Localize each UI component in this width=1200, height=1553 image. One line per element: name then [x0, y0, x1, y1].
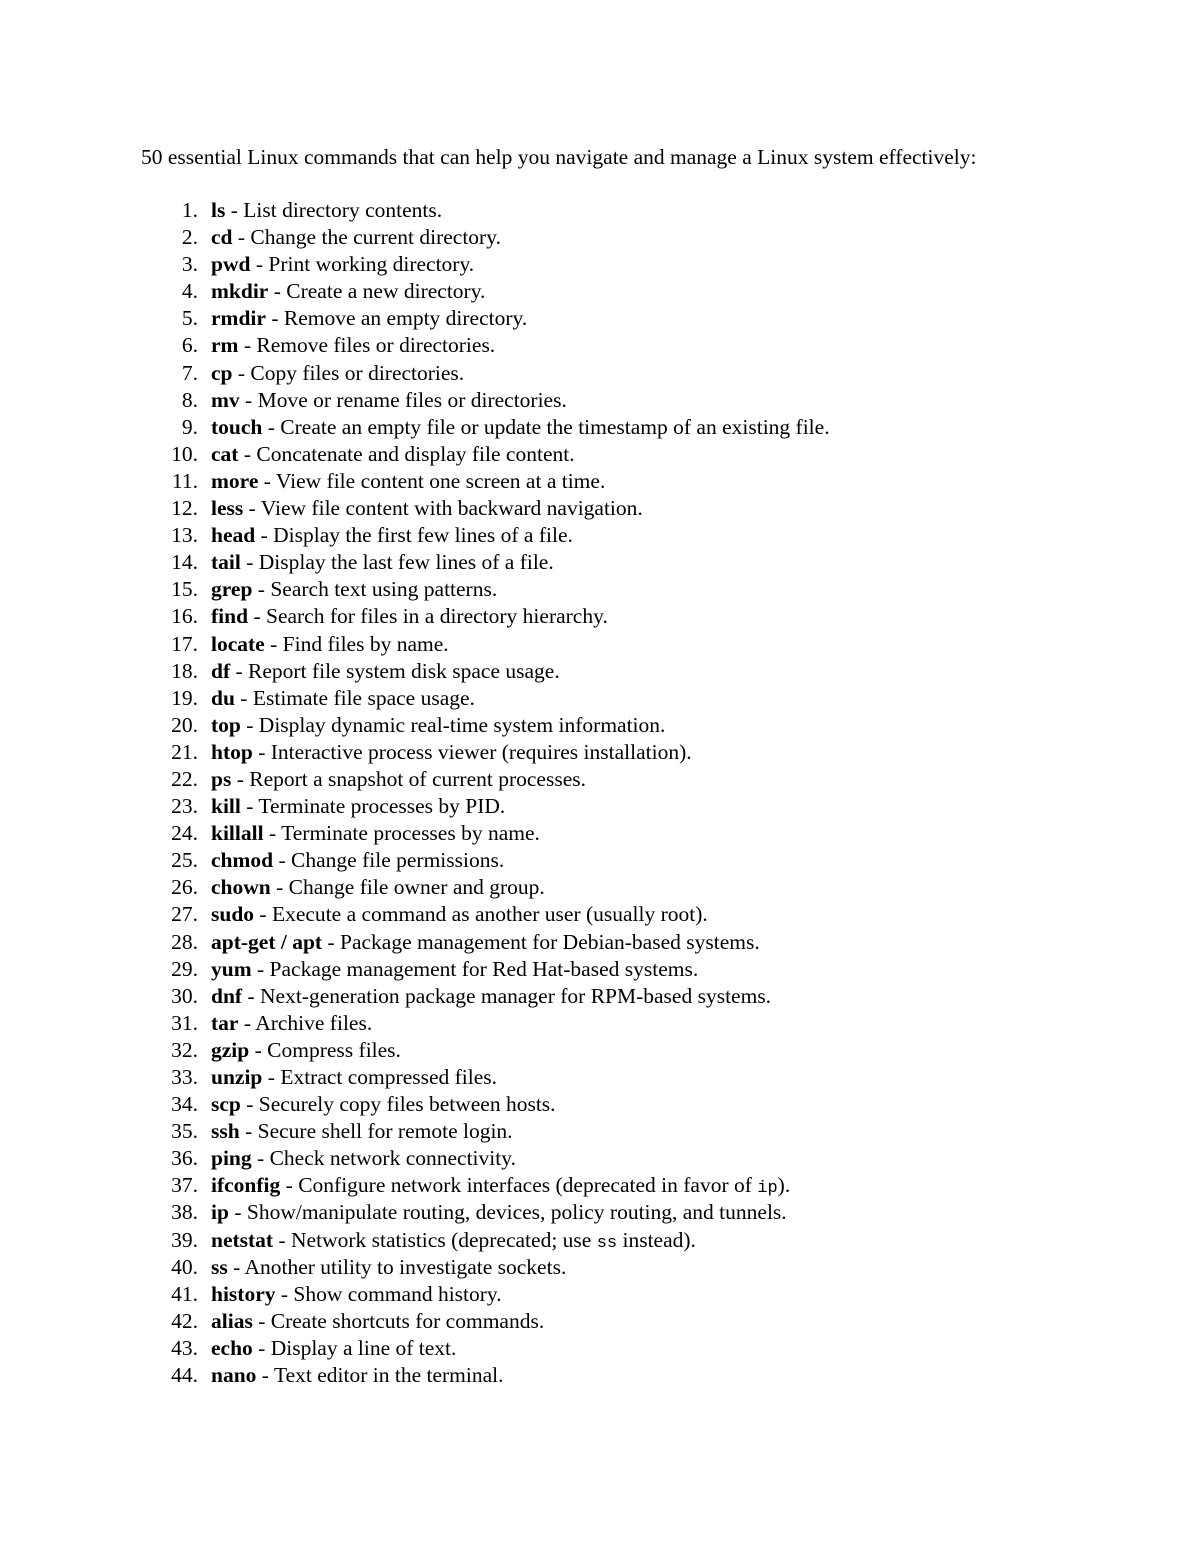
separator: -: [251, 1146, 270, 1171]
command-name: tar: [211, 1010, 239, 1035]
separator: -: [232, 225, 251, 250]
item-number: 28.: [171, 929, 198, 954]
item-number: 27.: [171, 902, 198, 927]
separator: -: [273, 848, 292, 873]
separator: -: [228, 1200, 247, 1225]
item-text: [211, 1118, 513, 1145]
command-name: history: [211, 1281, 276, 1306]
item-number: 12.: [171, 496, 198, 521]
command-name: sudo: [211, 902, 255, 927]
command-name: unzip: [211, 1065, 263, 1089]
command-description: Estimate file space usage.: [252, 685, 475, 710]
separator: -: [275, 1281, 294, 1306]
command-name: tail: [211, 550, 241, 575]
command-description: Another utility to investigate sockets.: [244, 1254, 567, 1279]
item-text: [211, 631, 449, 658]
command-name: ssh: [211, 1119, 240, 1144]
item-number: 32.: [171, 1037, 198, 1062]
command-description: Change file permissions.: [291, 848, 505, 873]
item-text: [211, 360, 464, 387]
separator: -: [270, 875, 289, 900]
item-number: 21.: [171, 739, 198, 764]
separator: -: [240, 1092, 259, 1117]
item-number: 16.: [171, 604, 198, 629]
item-text: [211, 956, 698, 983]
item-text: [211, 847, 504, 874]
command-description: Network statistics (deprecated; use: [291, 1227, 597, 1252]
command-description: Change the current directory.: [250, 225, 501, 250]
command-name: find: [211, 604, 249, 629]
command-name: echo: [211, 1335, 253, 1360]
item-text: [211, 1172, 790, 1202]
separator: -: [252, 1308, 271, 1333]
command-name: dnf: [211, 983, 243, 1008]
separator: -: [252, 577, 271, 602]
command-description: Package management for Debian-based systems.: [340, 929, 760, 954]
item-number: 41.: [171, 1281, 198, 1306]
item-text: [211, 576, 497, 603]
item-number: 30.: [171, 983, 198, 1008]
command-description: Create shortcuts for commands.: [270, 1308, 545, 1333]
separator: -: [248, 604, 266, 629]
item-text: [211, 1281, 502, 1308]
item-number: 37.: [171, 1173, 198, 1198]
item-text: [211, 793, 505, 820]
command-description: Search for files in a directory hierarchy.: [265, 604, 608, 629]
intro-paragraph: 50 essential Linux commands that can help you navigate and manage a Linux system effectively:: [141, 145, 977, 169]
item-number: 14.: [171, 550, 198, 575]
separator: -: [225, 198, 244, 222]
item-number: 6.: [181, 333, 198, 358]
item-text: [211, 495, 643, 522]
separator: -: [262, 1065, 281, 1089]
command-name: htop: [211, 739, 253, 764]
item-text: [211, 224, 501, 251]
inline-code: ss: [596, 1233, 618, 1253]
separator: -: [255, 523, 274, 548]
item-text: [211, 1335, 456, 1362]
item-number: 13.: [171, 523, 198, 548]
command-description: Interactive process viewer (requires installation).: [270, 739, 692, 764]
command-description: Print working directory.: [268, 252, 475, 277]
command-description: Concatenate and display file content.: [256, 441, 575, 466]
command-name: less: [211, 496, 244, 521]
item-text: [211, 1037, 401, 1064]
command-description: Terminate processes by name.: [281, 821, 540, 846]
item-text: [211, 874, 545, 901]
item-text: [211, 712, 665, 739]
item-number: 31.: [171, 1010, 198, 1035]
item-number: 36.: [171, 1146, 198, 1171]
item-text: [211, 305, 527, 332]
item-number: 18.: [171, 658, 198, 683]
command-name: yum: [211, 956, 252, 981]
item-number: 26.: [171, 875, 198, 900]
item-number: 25.: [171, 848, 198, 873]
command-description: View file content with backward navigation.: [260, 496, 643, 521]
command-name: du: [211, 685, 235, 710]
command-description: Secure shell for remote login.: [257, 1119, 513, 1144]
item-text: [211, 441, 575, 468]
command-description: Execute a command as another user (usually root).: [271, 902, 708, 927]
separator: -: [268, 279, 287, 304]
command-description: Copy files or directories.: [250, 360, 465, 385]
separator: -: [280, 1173, 299, 1198]
separator: -: [273, 1227, 292, 1252]
separator: -: [239, 387, 258, 412]
separator: -: [238, 1010, 256, 1035]
item-text: [211, 1199, 787, 1226]
command-name: cat: [211, 441, 239, 466]
item-text: [211, 1362, 504, 1389]
command-name: pwd: [211, 252, 251, 277]
item-number: 43.: [171, 1335, 198, 1360]
item-number: 23.: [171, 794, 198, 819]
separator: -: [243, 496, 261, 521]
item-text: [211, 1064, 497, 1091]
command-name: ps: [211, 766, 232, 791]
command-name: scp: [211, 1092, 241, 1117]
separator: -: [265, 306, 284, 331]
command-description: Move or rename files or directories.: [257, 387, 567, 412]
command-name: kill: [211, 794, 241, 819]
item-number: 10.: [171, 441, 198, 466]
item-text: [211, 414, 830, 441]
item-text: [211, 197, 442, 224]
item-text: [211, 766, 586, 793]
command-description: Display dynamic real-time system information.: [258, 712, 666, 737]
item-text: [211, 1145, 516, 1172]
item-text: [211, 468, 605, 495]
separator: -: [238, 441, 257, 466]
item-text: [211, 1227, 696, 1257]
inline-code: ip: [757, 1179, 778, 1199]
item-number: 40.: [171, 1254, 198, 1279]
command-name: ls: [211, 198, 226, 222]
item-number: 8.: [181, 387, 198, 412]
item-number: 4.: [181, 279, 198, 304]
command-description: Find files by name.: [282, 631, 449, 656]
command-name: apt-get / apt: [211, 929, 323, 954]
separator: -: [249, 1037, 268, 1062]
separator: -: [252, 1335, 271, 1360]
item-text: [211, 522, 573, 549]
item-text: [211, 929, 760, 956]
separator: -: [262, 414, 281, 439]
separator: -: [251, 956, 270, 981]
item-number: 5.: [181, 306, 198, 331]
command-description: Change file owner and group.: [288, 875, 545, 900]
separator: -: [230, 658, 249, 683]
command-description: Extract compressed files.: [280, 1065, 498, 1089]
command-description: Package management for Red Hat-based systems.: [269, 956, 699, 981]
separator: -: [256, 1363, 274, 1388]
command-name: head: [211, 523, 256, 548]
command-name: chmod: [211, 848, 274, 873]
command-description-end: ).: [777, 1173, 791, 1198]
command-description: Show/manipulate routing, devices, policy routing, and tunnels.: [246, 1200, 787, 1225]
separator: -: [238, 333, 257, 358]
separator: -: [240, 712, 259, 737]
command-name: chown: [211, 875, 271, 900]
command-description: Search text using patterns.: [270, 577, 498, 602]
command-description: Terminate processes by PID.: [258, 794, 506, 819]
separator: -: [258, 468, 276, 493]
separator: -: [264, 631, 283, 656]
command-name: locate: [211, 631, 265, 656]
separator: -: [250, 252, 269, 277]
separator: -: [240, 794, 259, 819]
item-number: 3.: [181, 252, 198, 277]
item-text: [211, 387, 567, 414]
separator: -: [239, 1119, 258, 1144]
command-description-end: instead).: [617, 1227, 696, 1252]
separator: -: [252, 739, 271, 764]
item-text: [211, 983, 771, 1010]
command-description: Compress files.: [267, 1037, 401, 1062]
item-text: [211, 251, 474, 278]
separator: -: [232, 360, 251, 385]
command-description: Remove an empty directory.: [283, 306, 528, 331]
command-name: top: [211, 712, 241, 737]
command-description: Create an empty file or update the timestamp of an existing file.: [280, 414, 830, 439]
command-description: Check network connectivity.: [269, 1146, 516, 1171]
item-number: 42.: [171, 1308, 198, 1333]
item-number: 38.: [171, 1200, 198, 1225]
item-text: [211, 1010, 372, 1037]
item-number: 33.: [171, 1065, 198, 1089]
item-text: [211, 549, 554, 576]
item-text: [211, 1308, 544, 1335]
command-description: List directory contents.: [243, 198, 443, 222]
command-name: netstat: [211, 1227, 274, 1252]
item-number: 24.: [171, 821, 198, 846]
separator: -: [254, 902, 272, 927]
item-text: [211, 603, 608, 630]
command-description: Configure network interfaces (deprecated in favor of: [298, 1173, 758, 1198]
item-text: [211, 658, 560, 685]
separator: -: [240, 550, 259, 575]
command-name: df: [211, 658, 231, 683]
command-description: View file content one screen at a time.: [275, 468, 606, 493]
item-number: 22.: [171, 766, 198, 791]
command-name: cp: [211, 360, 233, 385]
item-text: [211, 1254, 566, 1281]
command-name: killall: [211, 821, 264, 846]
item-number: 19.: [171, 685, 198, 710]
item-number: 34.: [171, 1092, 198, 1117]
command-name: rmdir: [211, 306, 266, 331]
command-name: mkdir: [211, 279, 269, 304]
item-text: [211, 820, 540, 847]
separator: -: [227, 1254, 245, 1279]
command-name: grep: [211, 577, 253, 602]
command-description: Remove files or directories.: [256, 333, 496, 358]
item-number: 2.: [181, 225, 198, 250]
command-name: ss: [211, 1254, 228, 1279]
item-number: 44.: [171, 1363, 198, 1388]
command-description: Archive files.: [255, 1010, 373, 1035]
command-description: Display the first few lines of a file.: [273, 523, 573, 548]
separator: -: [231, 766, 250, 791]
command-description: Display the last few lines of a file.: [258, 550, 554, 575]
command-name: nano: [211, 1363, 257, 1388]
command-description: Securely copy files between hosts.: [258, 1092, 556, 1117]
command-description: Create a new directory.: [286, 279, 486, 304]
separator: -: [234, 685, 253, 710]
item-number: 20.: [171, 712, 198, 737]
command-name: more: [211, 468, 259, 493]
separator: -: [322, 929, 340, 954]
command-name: gzip: [211, 1037, 250, 1062]
command-description: Display a line of text.: [270, 1335, 457, 1360]
item-text: [211, 1091, 556, 1118]
item-text: [211, 739, 692, 766]
item-text: [211, 278, 485, 305]
item-number: 15.: [171, 577, 198, 602]
command-name: mv: [211, 387, 240, 412]
item-number: 11.: [171, 468, 198, 493]
item-text: [211, 901, 708, 928]
command-description: Text editor in the terminal.: [273, 1363, 504, 1388]
command-name: cd: [211, 225, 233, 250]
item-number: 35.: [171, 1119, 198, 1144]
command-name: ifconfig: [211, 1173, 281, 1198]
item-number: 39.: [171, 1227, 198, 1252]
separator: -: [263, 821, 282, 846]
item-text: [211, 332, 495, 359]
command-description: Report a snapshot of current processes.: [249, 766, 586, 791]
command-name: ip: [211, 1200, 229, 1225]
command-description: Show command history.: [293, 1281, 502, 1306]
command-description: Next-generation package manager for RPM-based systems.: [260, 983, 772, 1008]
command-name: ping: [211, 1146, 252, 1171]
item-number: 1.: [181, 198, 198, 222]
separator: -: [242, 983, 260, 1008]
command-name: touch: [211, 414, 263, 439]
command-name: rm: [211, 333, 239, 358]
item-number: 7.: [181, 360, 198, 385]
item-number: 17.: [171, 631, 198, 656]
command-name: alias: [211, 1308, 253, 1333]
item-number: 29.: [171, 956, 198, 981]
command-description: Report file system disk space usage.: [248, 658, 560, 683]
item-number: 9.: [181, 414, 198, 439]
item-text: [211, 685, 475, 712]
